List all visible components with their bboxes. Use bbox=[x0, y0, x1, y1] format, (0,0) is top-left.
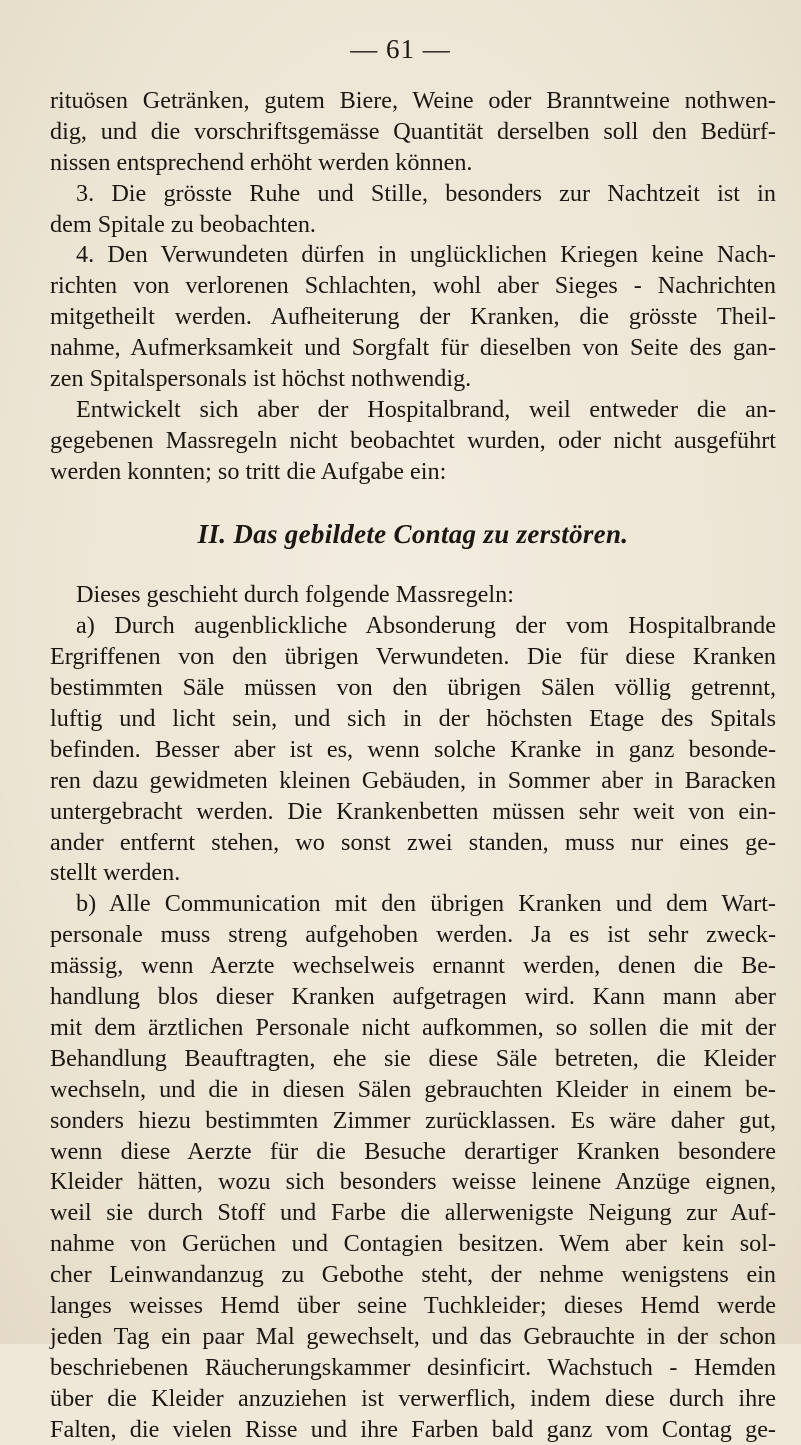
text-line: nahme von Gerüchen und Contagien besitzen. Wem aber kein sol- bbox=[50, 1230, 776, 1258]
text-line: jeden Tag ein paar Mal gewechselt, und das Gebrauchte in der schon bbox=[50, 1322, 776, 1350]
section-heading: II. Das gebildete Contag zu zerstören. bbox=[197, 518, 629, 549]
paragraph bbox=[50, 86, 776, 179]
paragraph bbox=[50, 240, 776, 394]
text-line: beschriebenen Räucherungskammer desinficirt. Wachstuch - Hemden bbox=[50, 1353, 776, 1381]
text-line: mitgetheilt werden. Aufheiterung der Kranken, die grösste Theil- bbox=[50, 303, 776, 331]
text-line: mässig, wenn Aerzte wechselweis ernannt werden, denen die Be- bbox=[50, 952, 776, 980]
text-line: nahme, Aufmerksamkeit und Sorgfalt für dieselben von Seite des gan- bbox=[50, 334, 776, 362]
text-line: werden konnten; so tritt die Aufgabe ein: bbox=[50, 457, 447, 485]
text-line: luftig und licht sein, und sich in der höchsten Etage des Spitals bbox=[50, 705, 776, 733]
text-line: wenn diese Aerzte für die Besuche derartiger Kranken besondere bbox=[50, 1137, 776, 1165]
paragraph bbox=[50, 395, 776, 488]
text-line: Kleider hätten, wozu sich besonders weisse leinene Anzüge eignen, bbox=[50, 1168, 776, 1196]
paragraph bbox=[50, 889, 776, 1445]
text-line: gegebenen Massregeln nicht beobachtet wurden, oder nicht ausgeführt bbox=[50, 426, 776, 454]
text-line: weil sie durch Stoff und Farbe die allerwenigste Neigung zur Auf- bbox=[50, 1199, 776, 1227]
text-line: 3. Die grösste Ruhe und Stille, besonders zur Nachtzeit ist in bbox=[76, 179, 776, 207]
text-line: b) Alle Communication mit den übrigen Kranken und dem Wart- bbox=[76, 890, 776, 918]
body-text bbox=[50, 86, 776, 1445]
paragraph bbox=[50, 611, 776, 889]
text-line: personale muss streng aufgehoben werden. Ja es ist sehr zweck- bbox=[50, 921, 776, 949]
text-line: cher Leinwandanzug zu Gebothe steht, der nehme wenigstens ein bbox=[50, 1261, 776, 1289]
text-line: zen Spitalspersonals ist höchst nothwendig. bbox=[50, 365, 472, 393]
text-line: ander entfernt stehen, wo sonst zwei standen, muss nur eines ge- bbox=[50, 828, 776, 856]
text-line: mit dem ärztlichen Personale nicht aufkommen, so sollen die mit der bbox=[50, 1013, 776, 1041]
text-line: sonders hiezu bestimmten Zimmer zurücklassen. Es wäre daher gut, bbox=[50, 1106, 776, 1134]
text-line: bestimmten Säle müssen von den übrigen Sälen völlig getrennt, bbox=[50, 674, 776, 702]
text-line: Entwickelt sich aber der Hospitalbrand, weil entweder die an- bbox=[76, 395, 776, 423]
text-line: ren dazu gewidmeten kleinen Gebäuden, in Sommer aber in Baracken bbox=[50, 766, 776, 794]
text-line: handlung blos dieser Kranken aufgetragen wird. Kann mann aber bbox=[50, 983, 776, 1011]
text-line: Ergriffenen von den übrigen Verwundeten. Die für diese Kranken bbox=[50, 643, 776, 671]
text-line: richten von verlorenen Schlachten, wohl aber Sieges - Nachrichten bbox=[50, 272, 776, 300]
text-line: über die Kleider anzuziehen ist verwerflich, indem diese durch ihre bbox=[50, 1384, 776, 1412]
text-line: befinden. Besser aber ist es, wenn solche Kranke in ganz besonde- bbox=[50, 735, 776, 763]
text-line: stellt werden. bbox=[50, 859, 181, 887]
text-line: wechseln, und die in diesen Sälen gebrauchten Kleider in einem be- bbox=[50, 1075, 776, 1103]
text-line: langes weisses Hemd über seine Tuchkleider; dieses Hemd werde bbox=[50, 1291, 776, 1319]
text-line: untergebracht werden. Die Krankenbetten müssen sehr weit von ein- bbox=[50, 797, 776, 825]
text-line: Falten, die vielen Risse und ihre Farben bald ganz vom Contag ge- bbox=[50, 1415, 776, 1443]
text-line: a) Durch augenblickliche Absonderung der vom Hospitalbrande bbox=[76, 612, 776, 640]
text-line: nissen entsprechend erhöht werden können. bbox=[50, 148, 473, 176]
paragraph bbox=[50, 580, 776, 611]
text-line: 4. Den Verwundeten dürfen in unglücklichen Kriegen keine Nach- bbox=[76, 241, 776, 269]
page-number: — 61 — bbox=[350, 34, 451, 64]
text-line: rituösen Getränken, gutem Biere, Weine oder Branntweine nothwen- bbox=[50, 87, 776, 114]
paragraph bbox=[50, 179, 776, 241]
text-line: dem Spitale zu beobachten. bbox=[50, 210, 316, 238]
text-line: Behandlung Beauftragten, ehe sie diese Säle betreten, die Kleider bbox=[50, 1044, 776, 1072]
text-line: dig, und die vorschriftsgemässe Quantität derselben soll den Bedürf- bbox=[50, 117, 776, 145]
text-line: Dieses geschieht durch folgende Massregeln: bbox=[76, 581, 514, 609]
